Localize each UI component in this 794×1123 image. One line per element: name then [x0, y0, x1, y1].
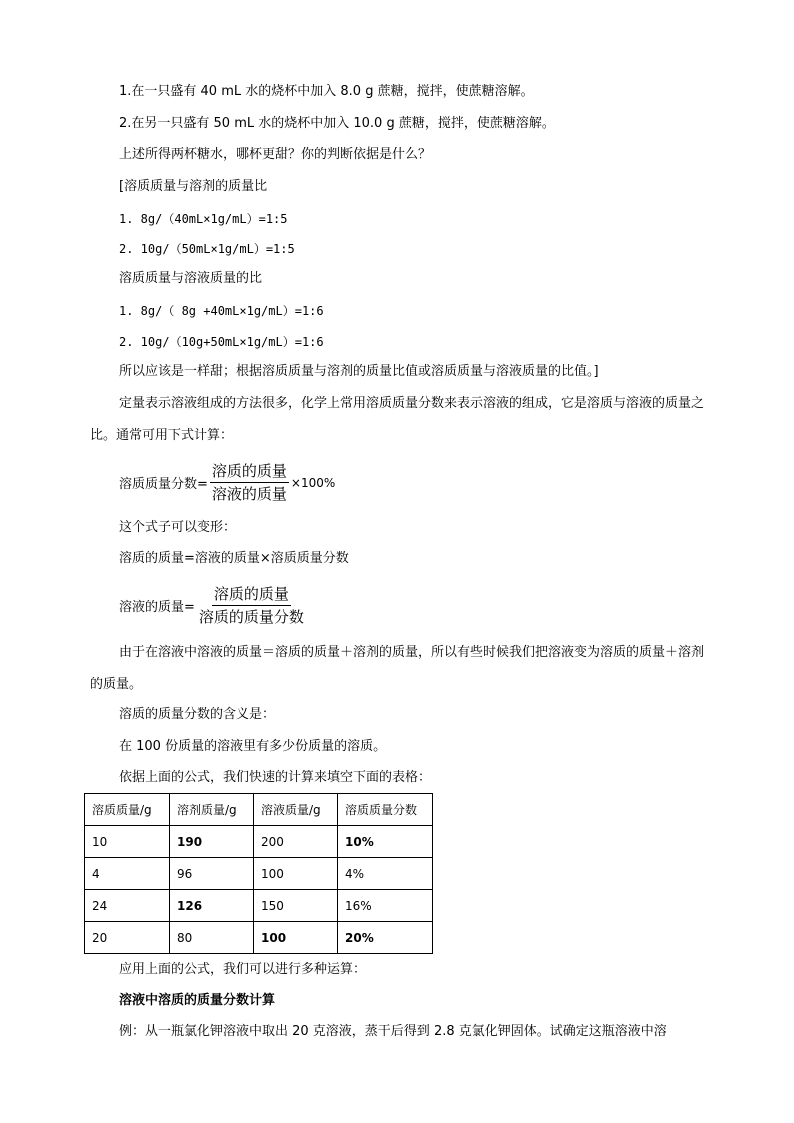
table-cell: 10%	[338, 826, 433, 858]
formula-1-suffix: ×100%	[290, 475, 336, 490]
table-cell: 20	[85, 922, 170, 954]
fill-in-table	[84, 793, 433, 954]
table-cell: 150	[254, 890, 338, 922]
table-row	[85, 858, 433, 890]
table-cell: 80	[170, 922, 254, 954]
table-row	[85, 826, 433, 858]
text-line-2: 2.在另一只盛有 50 mL 水的烧杯中加入 10.0 g 蔗糖，搅拌，使蔗糖溶解。	[119, 116, 555, 131]
text-line-15: 依据上面的公式，我们快速的计算来填空下面的表格：	[119, 770, 432, 785]
text-line-4: [溶质质量与溶剂的质量比	[119, 179, 268, 194]
text-line-8: 1. 8g/（ 8g +40mL×1g/mL）=1:6	[119, 304, 324, 318]
formula-1-fraction	[210, 461, 289, 504]
text-line-11: 这个式子可以变形：	[119, 520, 237, 535]
text-line-16: 应用上面的公式，我们可以进行多种运算：	[119, 962, 367, 977]
text-line-17: 例：从一瓶氯化钾溶液中取出 20 克溶液，蒸干后得到 2.8 克氯化钾固体。试确定这瓶溶液中溶	[119, 1024, 667, 1039]
text-line-6: 2. 10g/（50mL×1g/mL）=1:5	[119, 242, 295, 256]
table-cell: 126	[170, 890, 254, 922]
table-cell: 24	[85, 890, 170, 922]
text-line-10: 所以应该是一样甜；根据溶质质量与溶剂的质量比值或溶质质量与溶液质量的比值。]	[119, 364, 599, 379]
table-cell: 190	[170, 826, 254, 858]
formula-1-lhs: 溶质质量分数=	[119, 477, 208, 492]
section-heading: 溶液中溶质的质量分数计算	[119, 993, 276, 1008]
table-cell: 100	[254, 922, 338, 954]
table-header-cell: 溶质质量分数	[338, 794, 433, 826]
text-line-14: 在 100 份质量的溶液里有多少份质量的溶质。	[119, 739, 387, 754]
formula-2-numerator: 溶质的质量	[212, 584, 291, 606]
text-line-12: 溶质的质量=溶液的质量×溶质质量分数	[119, 551, 349, 566]
text-line-1: 1.在一只盛有 40 mL 水的烧杯中加入 8.0 g 蔗糖，搅拌，使蔗糖溶解。	[119, 84, 534, 99]
paragraph-solution-composition: 由于在溶液中溶液的质量＝溶质的质量＋溶剂的质量，所以有些时候我们把溶液变为溶质的质量＋溶剂的质量。	[90, 645, 705, 692]
table-row	[85, 922, 433, 954]
table-cell: 4	[85, 858, 170, 890]
table-header-cell: 溶液质量/g	[254, 794, 338, 826]
table-cell: 16%	[338, 890, 433, 922]
table-header-cell: 溶剂质量/g	[170, 794, 254, 826]
table-cell: 20%	[338, 922, 433, 954]
text-line-3: 上述所得两杯糖水，哪杯更甜？你的判断依据是什么？	[119, 147, 432, 162]
table-cell: 96	[170, 858, 254, 890]
text-line-7: 溶质质量与溶液质量的比	[119, 271, 263, 286]
text-line-5: 1. 8g/（40mL×1g/mL）=1:5	[119, 212, 288, 226]
table-header-cell: 溶质质量/g	[85, 794, 170, 826]
table-cell: 4%	[338, 858, 433, 890]
text-line-9: 2. 10g/（10g+50mL×1g/mL）=1:6	[119, 335, 324, 349]
formula-solution-mass	[119, 584, 308, 627]
formula-2-fraction	[197, 584, 306, 627]
formula-1-numerator: 溶质的质量	[210, 461, 289, 483]
formula-mass-fraction	[119, 461, 335, 504]
table-cell: 100	[254, 858, 338, 890]
formula-1-denominator: 溶液的质量	[211, 485, 287, 503]
paragraph-definition: 定量表示溶液组成的方法很多，化学上常用溶质质量分数来表示溶液的组成，它是溶质与溶液的质量之比。通常可用下式计算：	[90, 396, 705, 443]
table-header-row	[85, 794, 433, 826]
table-row	[85, 890, 433, 922]
formula-2-denominator: 溶质的质量分数	[198, 608, 304, 626]
text-line-13: 溶质的质量分数的含义是：	[119, 707, 276, 722]
table-cell: 10	[85, 826, 170, 858]
table-cell: 200	[254, 826, 338, 858]
formula-2-lhs: 溶液的质量=	[119, 600, 195, 615]
